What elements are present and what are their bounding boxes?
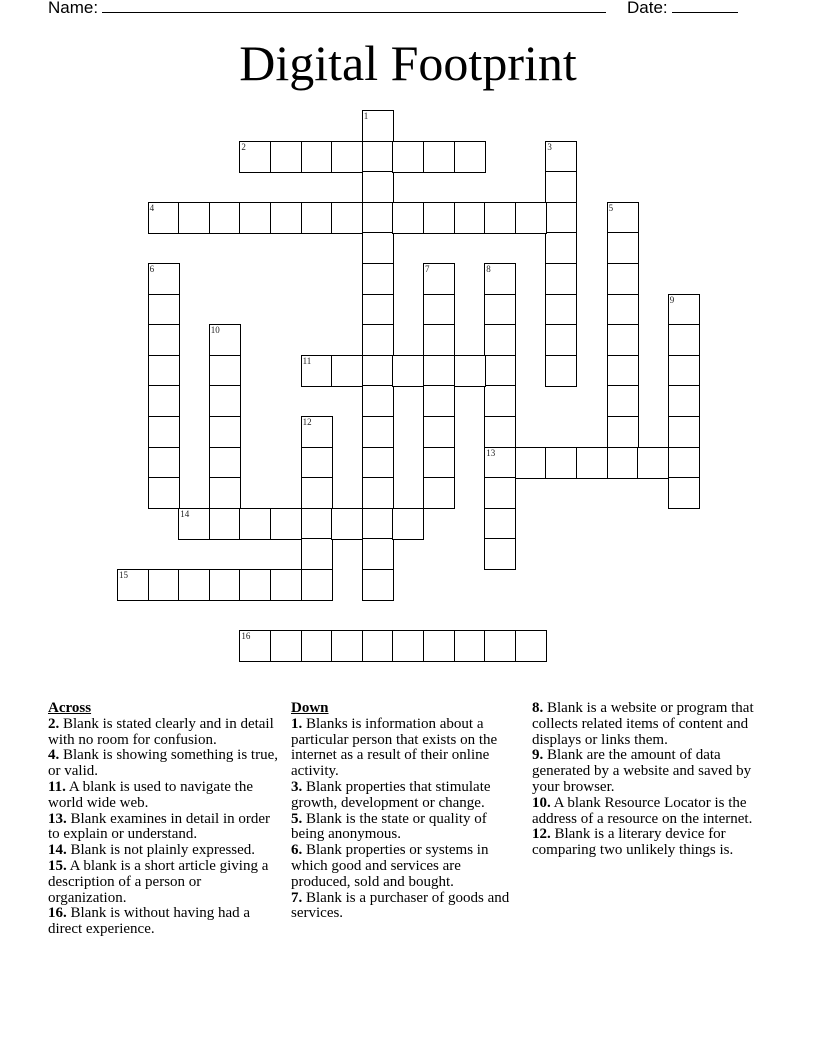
crossword-cell[interactable] (484, 477, 516, 509)
across-clue: 16. Blank is without having had a direct experience. (48, 905, 251, 938)
crossword-cell[interactable] (668, 385, 700, 417)
clue-number: 1. (291, 715, 303, 732)
crossword-cell[interactable] (484, 538, 516, 570)
crossword-cell[interactable] (148, 324, 180, 356)
crossword-cell[interactable] (148, 416, 180, 448)
down-clue: 7. Blank is a purchaser of goods and services. (291, 889, 510, 922)
crossword-cell[interactable] (545, 141, 577, 173)
crossword-cell[interactable] (423, 355, 455, 387)
crossword-cell[interactable] (454, 141, 486, 173)
down-clue: 9. Blank are the amount of data generated by a website and saved by your browser. (532, 747, 752, 795)
crossword-cell[interactable] (362, 324, 394, 356)
clue-number: 6 (149, 264, 155, 274)
clue-number: 13 (486, 447, 496, 458)
crossword-cell[interactable] (392, 355, 424, 387)
clue-number: 9 (669, 294, 675, 305)
down-clue: 5. Blank is the state or quality of being anonymous. (291, 810, 487, 843)
crossword-cell[interactable] (545, 355, 577, 387)
crossword-cell[interactable] (484, 630, 516, 662)
clue-number: 3 (547, 141, 552, 152)
crossword-cell[interactable] (484, 416, 516, 448)
crossword-cell[interactable] (484, 355, 516, 387)
crossword-cell[interactable] (362, 630, 394, 662)
crossword-cell[interactable] (515, 447, 547, 479)
crossword-cell[interactable] (576, 447, 608, 479)
clue-number: 7. (291, 889, 303, 906)
crossword-cell[interactable] (362, 569, 394, 601)
crossword-cell[interactable] (362, 416, 394, 448)
crossword-cell[interactable] (301, 202, 333, 234)
crossword-cell[interactable] (392, 630, 424, 662)
crossword-cell[interactable] (484, 447, 516, 479)
down-clues-continued (532, 701, 772, 859)
crossword-cell[interactable] (484, 324, 516, 356)
crossword-cell[interactable] (607, 416, 639, 448)
crossword-cell[interactable] (515, 630, 547, 662)
crossword-cell[interactable] (545, 171, 577, 203)
crossword-cell[interactable] (423, 263, 455, 295)
clue-number: 12. (532, 826, 551, 843)
across-clues (48, 701, 278, 938)
crossword-cell[interactable] (270, 630, 302, 662)
crossword-cell[interactable] (362, 263, 394, 295)
crossword-cell[interactable] (209, 477, 241, 509)
crossword-cell[interactable] (362, 385, 394, 417)
crossword-cell[interactable] (301, 141, 333, 173)
crossword-cell[interactable] (301, 477, 333, 509)
clue-number: 1 (363, 111, 369, 121)
clue-number: 8 (486, 264, 491, 274)
clue-number: 14 (180, 508, 190, 519)
crossword-cell[interactable] (148, 263, 180, 295)
crossword-cell[interactable] (423, 294, 455, 326)
date-label: Date: (627, 0, 668, 17)
crossword-cell[interactable] (423, 447, 455, 479)
crossword-cell[interactable] (423, 477, 455, 509)
crossword-cell[interactable] (362, 508, 394, 540)
crossword-cell[interactable] (423, 385, 455, 417)
crossword-cell[interactable] (148, 294, 180, 326)
clue-number: 5 (608, 202, 614, 213)
name-label: Name: (48, 0, 99, 17)
crossword-cell[interactable] (270, 508, 302, 540)
crossword-cell[interactable] (331, 355, 363, 387)
crossword-cell[interactable] (484, 508, 516, 540)
crossword-cell[interactable] (331, 630, 363, 662)
crossword-cell[interactable] (209, 202, 241, 234)
crossword-cell[interactable] (270, 141, 302, 173)
crossword-cell[interactable] (484, 385, 516, 417)
crossword-cell[interactable] (331, 141, 363, 173)
crossword-cell[interactable] (454, 202, 486, 234)
crossword-cell[interactable] (668, 294, 700, 326)
crossword-cell[interactable] (148, 477, 180, 509)
crossword-cell[interactable] (209, 416, 241, 448)
crossword-cell[interactable] (148, 385, 180, 417)
crossword-cell[interactable] (362, 355, 394, 387)
down-clue: 6. Blank properties or systems in which good and services are produced, sold and bought. (291, 842, 489, 890)
crossword-cell[interactable] (148, 447, 180, 479)
clue-number: 11. (48, 778, 66, 795)
crossword-cell[interactable] (392, 508, 424, 540)
crossword-cell[interactable] (607, 294, 639, 326)
crossword-cell[interactable] (607, 232, 639, 264)
crossword-cell[interactable] (270, 569, 302, 601)
crossword-cell[interactable] (209, 385, 241, 417)
crossword-cell[interactable] (148, 355, 180, 387)
crossword-cell[interactable] (301, 355, 333, 387)
clue-number: 4. (48, 747, 60, 764)
clue-number: 8. (532, 700, 544, 716)
crossword-cell[interactable] (484, 202, 516, 234)
crossword-cell[interactable] (423, 416, 455, 448)
crossword-cell[interactable] (607, 385, 639, 417)
crossword-cell[interactable] (239, 630, 271, 662)
down-clues (291, 701, 521, 922)
crossword-cell[interactable] (454, 355, 486, 387)
crossword-cell[interactable] (545, 263, 577, 295)
crossword-cell[interactable] (331, 202, 363, 234)
crossword-cell[interactable] (362, 171, 394, 203)
crossword-cell[interactable] (239, 202, 271, 234)
clue-number: 10 (210, 325, 220, 336)
clue-number: 12 (302, 417, 312, 427)
crossword-cell[interactable] (392, 141, 424, 173)
clue-number: 16 (241, 631, 251, 642)
crossword-cell[interactable] (668, 416, 700, 448)
crossword-cell[interactable] (301, 447, 333, 479)
crossword-cell[interactable] (209, 569, 241, 601)
clue-number: 6. (291, 842, 303, 859)
crossword-cell[interactable] (209, 355, 241, 387)
clue-number: 13. (48, 810, 67, 827)
crossword-cell[interactable] (239, 141, 271, 173)
crossword-cell[interactable] (423, 630, 455, 662)
crossword-cell[interactable] (209, 324, 241, 356)
across-clue: 4. Blank is showing something is true, or valid. (48, 747, 278, 780)
clue-number: 7 (425, 264, 430, 274)
across-clue: 13. Blank examines in detail in order to explain or understand. (48, 810, 271, 843)
clue-number: 15. (48, 857, 67, 874)
crossword-cell[interactable] (362, 538, 394, 570)
crossword-cell[interactable] (545, 232, 577, 264)
crossword-cell[interactable] (668, 447, 700, 479)
crossword-cell[interactable] (668, 477, 700, 509)
crossword-cell[interactable] (484, 294, 516, 326)
down-header: Down (291, 700, 329, 716)
clue-number: 2 (241, 141, 246, 152)
across-clue: 11. A blank is used to navigate the world wide web. (48, 778, 253, 811)
crossword-cell[interactable] (362, 232, 394, 264)
clue-number: 16. (48, 905, 67, 922)
crossword-cell[interactable] (148, 569, 180, 601)
across-header: Across (48, 700, 92, 716)
crossword-cell[interactable] (484, 263, 516, 295)
crossword-cell[interactable] (362, 477, 394, 509)
page-title: Digital Footprint (239, 35, 577, 91)
across-clue: 15. A blank is a short article giving a description of a person or organization. (48, 857, 269, 906)
crossword-cell[interactable] (178, 508, 210, 540)
clue-number: 3. (291, 778, 303, 795)
crossword-cell[interactable] (545, 202, 577, 234)
down-clue: 8. Blank is a website or program that collects related items of content and displays or links them. (532, 700, 754, 748)
crossword-cell[interactable] (209, 447, 241, 479)
crossword-cell[interactable] (362, 202, 394, 234)
crossword-cell[interactable] (239, 508, 271, 540)
crossword-cell[interactable] (270, 202, 302, 234)
crossword-cell[interactable] (239, 569, 271, 601)
crossword-cell[interactable] (178, 569, 210, 601)
crossword-cell[interactable] (637, 447, 669, 479)
crossword-cell[interactable] (117, 569, 149, 601)
down-clue: 3. Blank properties that stimulate growth, development or change. (291, 778, 491, 811)
crossword-cell[interactable] (515, 202, 547, 234)
crossword-cell[interactable] (545, 294, 577, 326)
crossword-cell[interactable] (423, 324, 455, 356)
clue-number: 10. (532, 794, 551, 811)
crossword-cell[interactable] (423, 202, 455, 234)
clue-number: 5. (291, 810, 303, 827)
crossword-cell[interactable] (607, 324, 639, 356)
clue-number: 4 (149, 202, 155, 213)
across-clue: 14. Blank is not plainly expressed. (48, 842, 256, 859)
crossword-cell[interactable] (301, 416, 333, 448)
crossword-cell[interactable] (301, 630, 333, 662)
crossword-cell[interactable] (362, 141, 394, 173)
crossword-cell[interactable] (607, 447, 639, 479)
clue-number: 15 (119, 570, 128, 580)
crossword-cell[interactable] (423, 141, 455, 173)
crossword-cell[interactable] (392, 202, 424, 234)
down-clue: 1. Blanks is information about a particular person that exists on the internet as a result of their online activity. (291, 715, 498, 780)
crossword-cell[interactable] (668, 324, 700, 356)
crossword-cell[interactable] (148, 202, 180, 234)
crossword-cell[interactable] (454, 630, 486, 662)
crossword-cell[interactable] (178, 202, 210, 234)
crossword-cell[interactable] (362, 447, 394, 479)
crossword-cell[interactable] (301, 569, 333, 601)
crossword-cell[interactable] (668, 355, 700, 387)
crossword-cell[interactable] (607, 355, 639, 387)
down-clue: 12. Blank is a literary device for comparing two unlikely things is. (532, 826, 734, 859)
crossword-cell[interactable] (545, 324, 577, 356)
crossword-cell[interactable] (607, 263, 639, 295)
crossword-cell[interactable] (301, 538, 333, 570)
crossword-cell[interactable] (331, 508, 363, 540)
clue-number: 2. (48, 715, 60, 732)
clue-number: 14. (48, 842, 67, 859)
crossword-cell[interactable] (209, 508, 241, 540)
crossword-cell[interactable] (607, 202, 639, 234)
crossword-cell[interactable] (545, 447, 577, 479)
crossword-cell[interactable] (362, 294, 394, 326)
down-clue: 10. A blank Resource Locator is the address of a resource on the internet. (532, 794, 753, 827)
across-clue: 2. Blank is stated clearly and in detail with no room for confusion. (48, 715, 274, 748)
crossword-cell[interactable] (301, 508, 333, 540)
clue-number: 11 (302, 355, 312, 366)
crossword-cell[interactable] (362, 110, 394, 142)
clue-number: 9. (532, 747, 544, 764)
